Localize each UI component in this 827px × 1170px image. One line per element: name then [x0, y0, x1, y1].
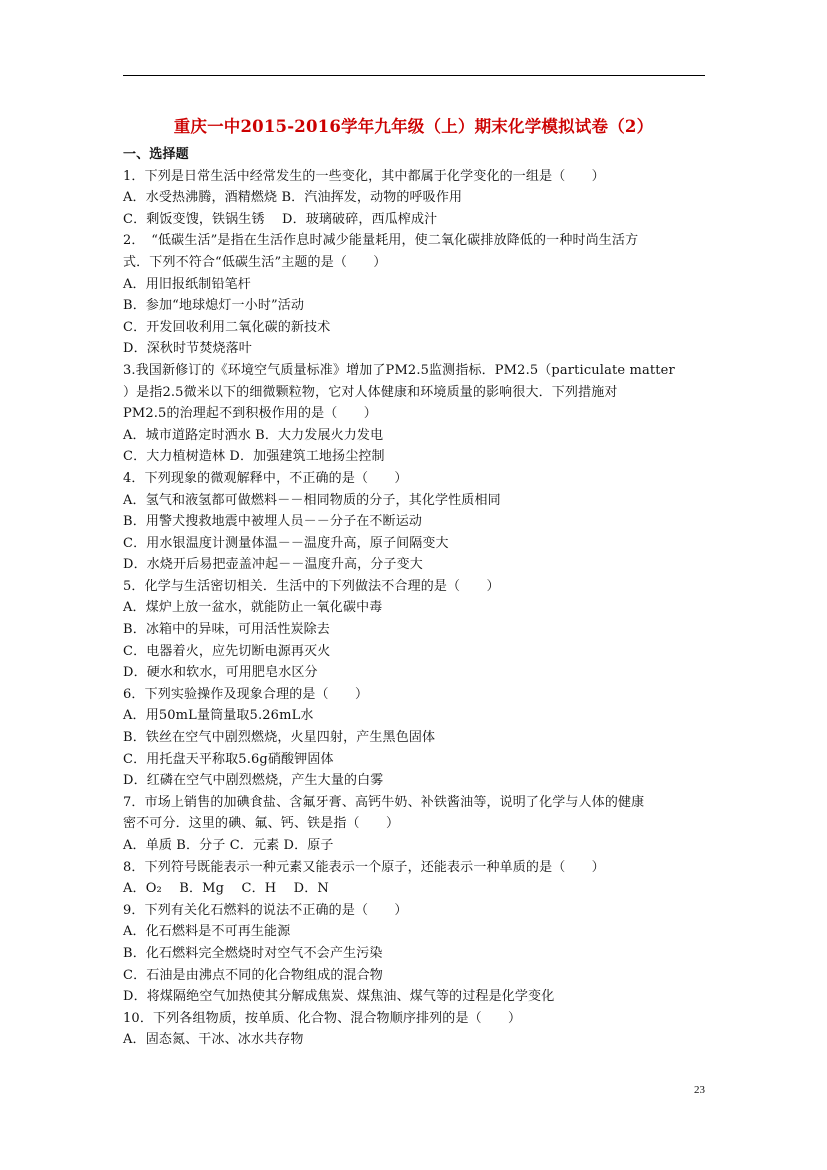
text-line: D．深秋时节焚烧落叶: [123, 341, 252, 357]
document-title: 重庆一中2015-2016学年九年级（上）期末化学模拟试卷（2）: [173, 117, 654, 136]
text-line: A．化石燃料是不可再生能源: [123, 924, 291, 940]
text-line: B．用警犬搜救地震中被埋人员－－分子在不断运动: [123, 514, 423, 530]
text-line: C．电器着火，应先切断电源再灭火: [123, 643, 331, 659]
text-line: 5．化学与生活密切相关．生活中的下列做法不合理的是（ ）: [123, 578, 500, 594]
text-line: 2． “低碳生活”是指在生活作息时减少能量耗用，使二氧化碳排放降低的一种时尚生活方: [123, 233, 639, 249]
text-line: C．大力植树造林 D．加强建筑工地扬尘控制: [123, 449, 385, 465]
text-line: C．剩饭变馊，铁锅生锈 D．玻璃破碎，西瓜榨成汁: [123, 211, 438, 227]
text-line: 1．下列是日常生活中经常发生的一些变化，其中都属于化学变化的一组是（ ）: [123, 168, 605, 184]
text-line: 9．下列有关化石燃料的说法不正确的是（ ）: [123, 902, 408, 918]
text-line: A．用旧报纸制铅笔杆: [123, 276, 251, 292]
text-line: A．氢气和液氢都可做燃料－－相同物质的分子，其化学性质相同: [123, 492, 501, 508]
text-line: D．将煤隔绝空气加热使其分解成焦炭、煤焦油、煤气等的过程是化学变化: [123, 989, 555, 1005]
text-line: 6．下列实验操作及现象合理的是（ ）: [123, 686, 369, 702]
text-line: ）是指2.5微米以下的细微颗粒物，它对人体健康和环境质量的影响很大．下列措施对: [123, 384, 618, 400]
text-line: 4．下列现象的微观解释中，不正确的是（ ）: [123, 470, 408, 486]
text-line: A．O₂ B．Mg C．H D．N: [123, 881, 329, 897]
text-line: PM2.5的治理起不到积极作用的是（ ）: [123, 406, 377, 422]
text-line: A．水受热沸腾，酒精燃烧 B．汽油挥发，动物的呼吸作用: [123, 190, 463, 206]
text-line: A．用50mL量筒量取5.26mL水: [123, 708, 314, 724]
text-line: 10．下列各组物质，按单质、化合物、混合物顺序排列的是（ ）: [123, 1010, 522, 1026]
text-line: D．水烧开后易把壶盖冲起－－温度升高，分子变大: [123, 557, 423, 573]
text-line: C．开发回收利用二氧化碳的新技术: [123, 319, 331, 335]
text-line: C．石油是由沸点不同的化合物组成的混合物: [123, 967, 383, 983]
text-line: D．硬水和软水，可用肥皂水区分: [123, 665, 318, 681]
text-line: B．参加“地球熄灯一小时”活动: [123, 298, 305, 314]
text-line: A．城市道路定时洒水 B．大力发展火力发电: [123, 427, 384, 443]
text-line: B．冰箱中的异味，可用活性炭除去: [123, 622, 330, 638]
header-rule: [123, 75, 705, 76]
text-line: A．煤炉上放一盆水，就能防止一氧化碳中毒: [123, 600, 383, 616]
text-line: 3.我国新修订的《环境空气质量标准》增加了PM2.5监测指标．PM2.5（particulate matter: [123, 362, 675, 378]
text-line: D．红磷在空气中剧烈燃烧，产生大量的白雾: [123, 773, 384, 789]
section-heading: 一、选择题: [123, 147, 189, 162]
document-body: [123, 144, 708, 1051]
text-line: C．用水银温度计测量体温－－温度升高，原子间隔变大: [123, 535, 449, 551]
text-line: C．用托盘天平称取5.6g硝酸钾固体: [123, 751, 334, 767]
text-line: 密不可分．这里的碘、氟、钙、铁是指（ ）: [123, 816, 400, 832]
question-list: [123, 166, 708, 1051]
page-number: 23: [694, 1084, 705, 1096]
text-line: 7．市场上销售的加碘食盐、含氟牙膏、高钙牛奶、补铁酱油等，说明了化学与人体的健康: [123, 794, 645, 810]
text-line: A．单质 B．分子 C．元素 D．原子: [123, 838, 334, 853]
text-line: B．化石燃料完全燃烧时对空气不会产生污染: [123, 945, 383, 961]
text-line: A．固态氮、干冰、冰水共存物: [123, 1032, 304, 1048]
text-line: 式．下列不符合“低碳生活”主题的是（ ）: [123, 254, 387, 270]
text-line: B．铁丝在空气中剧烈燃烧，火星四射，产生黑色固体: [123, 730, 436, 746]
text-line: 8．下列符号既能表示一种元素又能表示一个原子，还能表示一种单质的是（ ）: [123, 859, 605, 875]
